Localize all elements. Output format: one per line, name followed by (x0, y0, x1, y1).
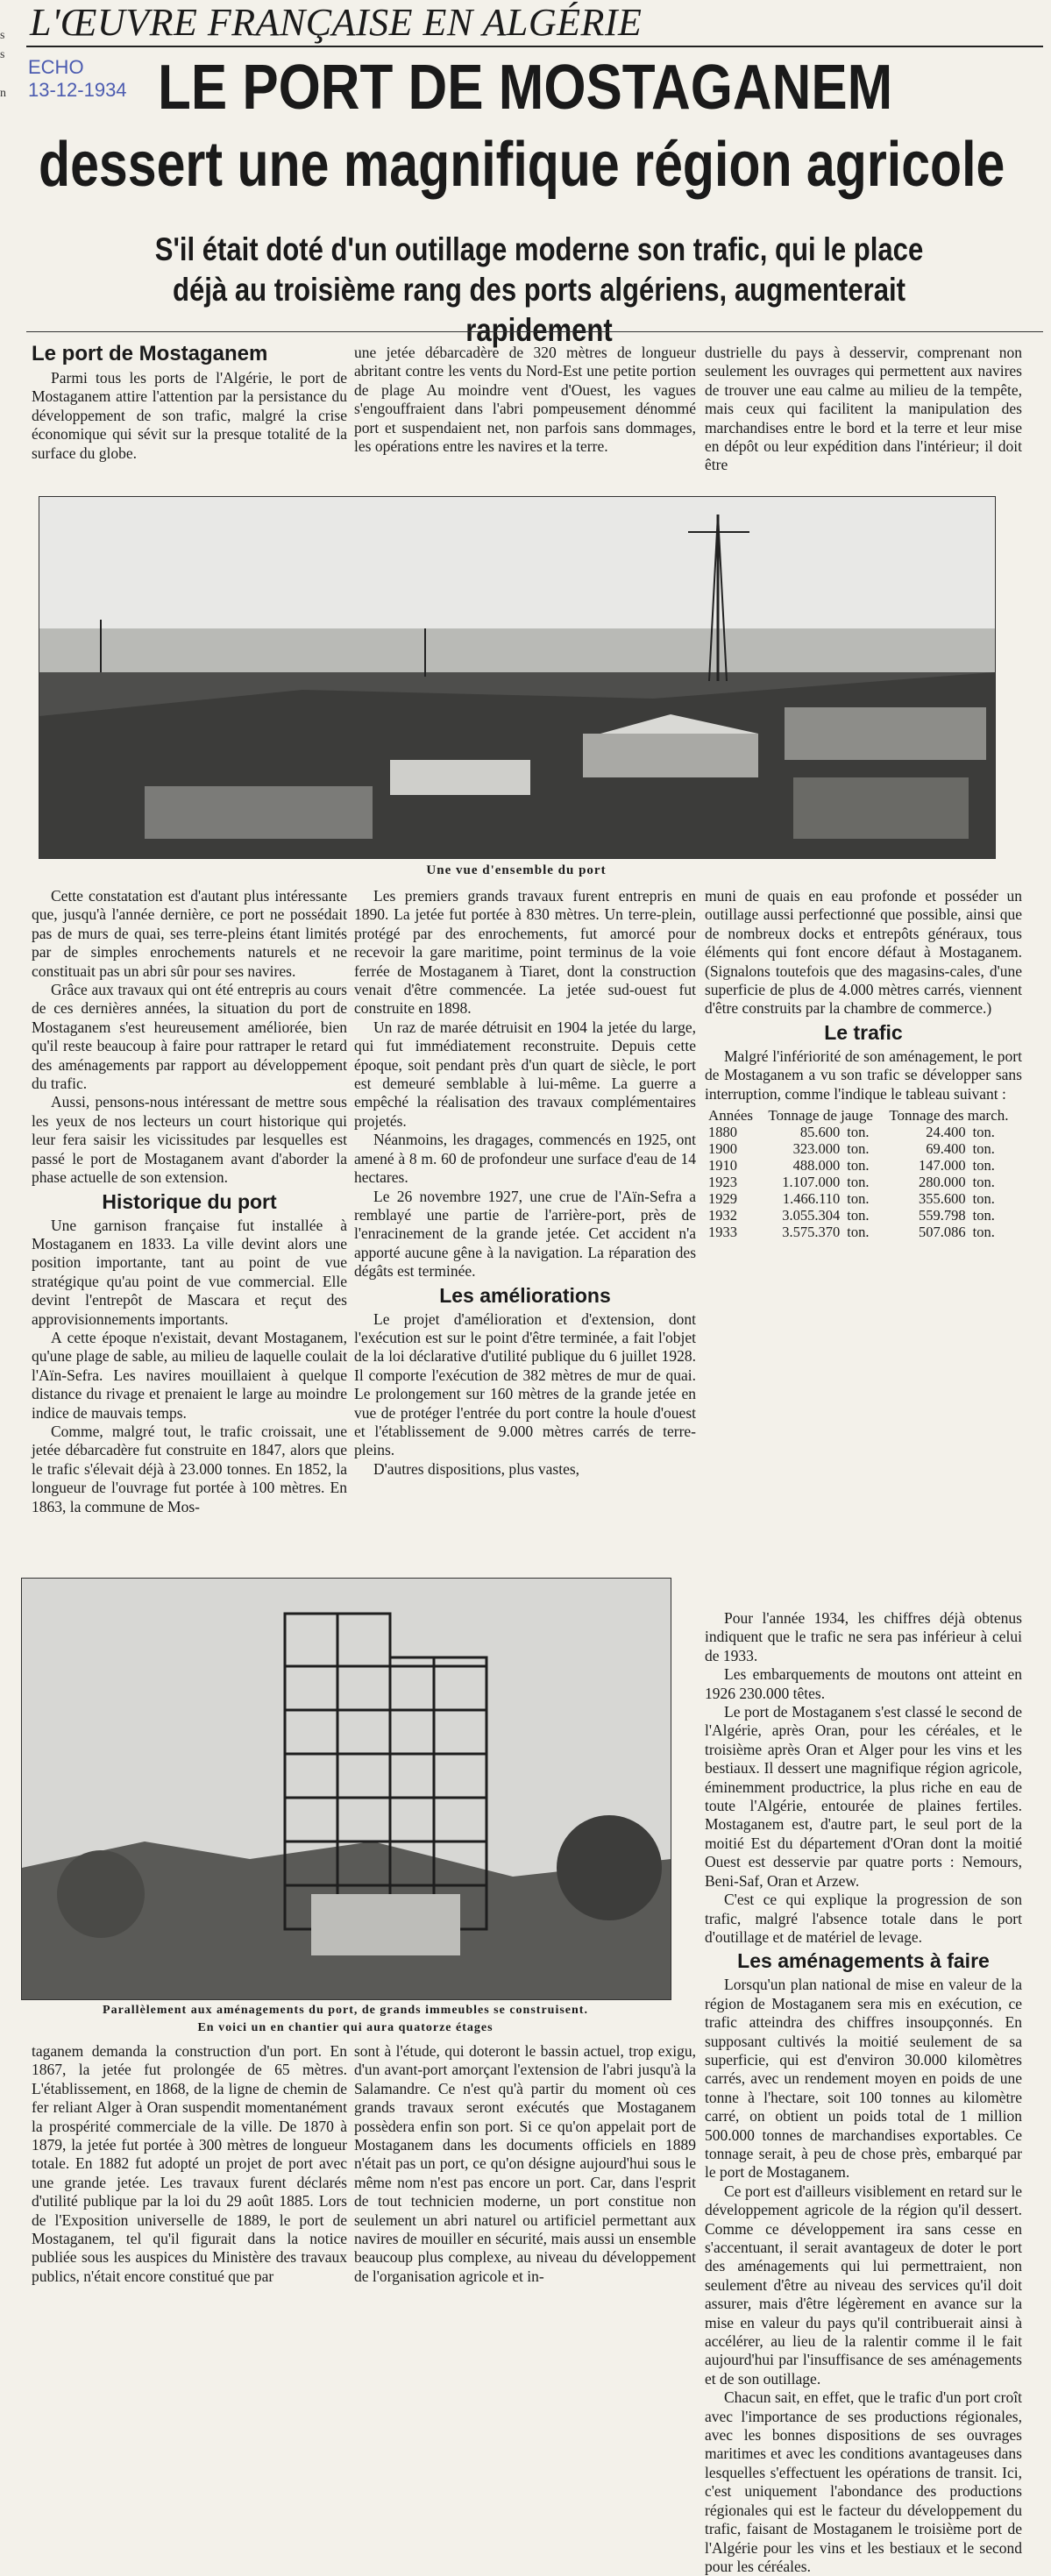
traffic-table-header (705, 1107, 1017, 1124)
history-column (32, 887, 347, 1571)
middle-col2-p5: Le projet d'amélioration et d'extension, dont l'exécution est sur le point d'être terminée, a fait l'objet de la loi déclarative d'utilité publique du 6 juillet 1928. Il comporte l'exécution de 382 mètres de mur de quai. Le prolongement sur 160 mètres de la grande jetée en vue de protéger l'entrée du port contre la houle d'ouest et l'établissement de 9.000 mètres carrés de terre-pleins. (354, 1309, 696, 1459)
port-photo-drawing (39, 497, 995, 858)
stamp-source: ECHO (28, 56, 84, 78)
right-p5: Lorsqu'un plan national de mise en valeur de la région de Mostaganem sera mis en exécution, ce trafic atteindra des chiffres insoupçonnés. En supposant cultivés la moitié seulement de sa superficie, qui est d'environ 30.000 kilomètres carrés, avec un rendement moyen en poids de une tonne à l'hectare, soit 100 tonnes au kilomètre carré, on obtient un poids total de 1 million 500.000 tonnes de marchandises exportables. Ce tonnage serait, à peu de chose près, embarqué par le port de Mostaganem. (705, 1976, 1022, 2182)
table-row: 1880 85.600 ton. 24.400 ton. (708, 1124, 995, 1141)
headline-line2: dessert une magnifique région agricole (39, 130, 1005, 200)
middle-col2-p3: Néanmoins, les dragages, commencés en 1925, ont amené à 8 m. 60 de profondeur une surface d'eau de 14 hectares. (354, 1131, 696, 1187)
photo2-caption-line1: Parallèlement aux aménagements du port, de grands immeubles se construisent. (103, 2004, 588, 2017)
header-rule (26, 46, 1043, 47)
bottom-col2-text: sont à l'étude, qui doteront le bassin actuel, trop exigu, d'un avant-port amorçant l'extension de l'abri jusqu'à la Salamandre. Ce n'est qu'à partir du moment où ces grands travaux seront exécutés que Mostaganem possèdera enfin son port. Si ce qu'on appelait port de Mostaganem dans les documents officiels en 1889 n'était pas un port, ce qu'on désigne aujourd'hui sous le même nom n'est pas encore un port. Car, dans l'esprit de tout technicien moderne, un port constitue non seulement un abri naturel ou artificiel permettant aux navires de mouiller en sécurité, mais aussi un ensemble beaucoup plus complexe, au niveau du développement de l'organisation agricole et in- (354, 2042, 696, 2285)
table-row: 1932 3.055.304 ton. 559.798 ton. (708, 1207, 995, 1224)
middle-col2-p2: Un raz de marée détruisit en 1904 la jetée du large, qui fut immédiatement reconstruite. Depuis cette époque, soit pendant près d'un quart de siècle, le port est demeuré semblable à lui-même. La guerre a empêché la réalisation des travaux complémentaires projetés. (354, 1018, 696, 1130)
planning-heading: Les aménagements à faire (737, 1949, 990, 1973)
construction-photo (21, 1578, 671, 2000)
right-p4: C'est ce qui explique la progression de son trafic, malgré l'absence totale dans le port d'outillage et de matériel de levage. (705, 1891, 1022, 1946)
col-header-goods: Tonnage des march. (889, 1107, 1009, 1125)
table-row: 1933 3.575.370 ton. 507.086 ton. (708, 1224, 995, 1241)
archive-stamp (28, 56, 127, 102)
table-row: 1900 323.000 ton. 69.400 ton. (708, 1140, 995, 1158)
traffic-table (705, 1107, 1017, 1240)
margin-fragment: s s n (0, 29, 6, 100)
middle-col2-p4: Le 26 novembre 1927, une crue de l'Aïn-Sefra a remblayé une partie de l'arrière-port, près de l'enracinement de la grande jetée. Cet accident n'a apporté aucune gêne à la navigation. La réparation des dégâts est terminée. (354, 1187, 696, 1281)
middle-col2-p6: D'autres dispositions, plus vastes, (373, 1459, 580, 1478)
right-column-lower (705, 1609, 1022, 2575)
history-heading: Historique du port (102, 1189, 277, 1213)
intro-col1-text: Parmi tous les ports de l'Algérie, le port de Mostaganem attire l'attention par la persistance du développement de son trafic, malgré la crise économique qui sévit sur la presque totalité de la surface du globe. (32, 369, 347, 462)
photo2-caption-line2: En voici un en chantier qui aura quatorze étages (197, 2021, 494, 2034)
middle-col3-p1: muni de quais en eau profonde et posséder un outillage aussi perfectionné que possible, ainsi que de nombreux docks et entrepôts généraux, tous éléments qui font encore défaut à Mostaganem. (Signalons toutefois que des magasins-cales, d'une superficie de plus de 4.000 mètres carrés, viennent d'être construits par la chambre de commerce.) (705, 887, 1022, 1018)
construction-photo-drawing (22, 1579, 671, 1999)
intro-heading: Le port de Mostaganem (32, 342, 268, 365)
subheadline: S'il était doté d'un outillage moderne son trafic, qui le place déjà au troisième rang des ports algériens, augmenterait rapidement (154, 231, 924, 348)
right-p3: Le port de Mostaganem s'est classé le second de l'Algérie, après Oran, pour les céréales, et le troisième après Oran et Alger pour les vins et les bestiaux. Il dessert une magnifique région agricole, éminemment productrice, la plus riche en eau de toute l'Algérie, entourée de plaines fertiles. Mostaganem est, d'autre part, le seul port de la moitié Est du département d'Oran dont la moitié Ouest est desservie par quatre ports : Nemours, Beni-Saf, Oran et Arzew. (705, 1703, 1022, 1890)
intro-col3-text: dustrielle du pays à desservir, comprenant non seulement les ouvrages qui permettent aux navires de trouver une eau calme au milieu de la tempête, mais ceux qui facilitent la manipulation des marchandises entre le bord et la terre et leur mise en dépôt ou leur expédition dans l'intérieur; il doit être (705, 344, 1022, 474)
right-p2: Les embarquements de moutons ont atteint en 1926 230.000 têtes. (705, 1665, 1022, 1702)
stamp-date: 13-12-1934 (28, 79, 127, 101)
right-p7: Chacun sait, en effet, que le trafic d'un port croît avec l'importance de ses productions régionales, avec les bonnes dispositions de ses ouvrages maritimes et avec les conditions avantageuses dans lesquelles s'effectuent les opérations de transit. Ici, c'est uniquement l'abondance des productions régionales qui est le facteur du développement du trafic, faisant de Mostaganem le troisième port de l'Algérie pour les vins et les bestiaux et le second pour les céréales. (705, 2388, 1022, 2575)
middle-col1-p1: Cette constatation est d'autant plus intéressante que, jusqu'à l'année dernière, ce port ne possédait pas de murs de quai, ses terre-pleins étant limités par de simples enrochements naturels et ne constituait pas un abri sûr pour ses navires. (32, 887, 347, 980)
bottom-col1-text: taganem demanda la construction d'un port. En 1867, la jetée fut prolongée de 65 mètres. L'établissement, en 1868, de la ligne de chemin de fer reliant Alger à Oran suspendit momentanément la prospérité commerciale de la ville. De 1870 à 1879, la jetée fut portée à 300 mètres de longueur totale. En 1882 fut adopté un projet de port avec une grande jetée. Les travaux furent déclarés d'utilité publique par la loi du 29 août 1885. Lors de l'Exposition universelle de 1889, le port de Mostaganem, tel qu'il figurait dans la notice publiée sous les auspices du Ministère des travaux publics, n'était encore constitué que par (32, 2042, 347, 2285)
right-p1: Pour l'année 1934, les chiffres déjà obtenus indiquent que le trafic ne sera pas inférieur à celui de 1933. (705, 1609, 1022, 1664)
middle-col3-p2: Malgré l'infériorité de son aménagement, le port de Mostaganem a vu son trafic se développer sans interruption, comme l'indique le tableau suivant : (705, 1047, 1022, 1103)
table-row: 1923 1.107.000 ton. 280.000 ton. (708, 1174, 995, 1191)
bottom-column-2 (354, 2042, 696, 2363)
headline-line1: LE PORT DE MOSTAGANEM (158, 53, 893, 123)
col-header-years: Années (708, 1107, 753, 1125)
middle-col1-p4: Une garnison française fut installée à Mostaganem en 1833. La ville devint alors une position importante, tant au point de vue stratégique qu'au point de vue commercial. Elle devint l'entrepôt de Mascara et reçut des approvisionnements importants. (32, 1216, 347, 1328)
intro-col2-text: une jetée débarcadère de 320 mètres de longueur abritant contre les vents du Nord-Est une petite portion de plage Au moindre vent d'Ouest, les vagues s'engouffraient dans l'abri pompeusement dénommé port et suspendaient net, non parfois sans dommages, les opérations entre les navires et la terre. (354, 344, 696, 456)
photo1-caption: Une vue d'ensemble du port (426, 863, 607, 877)
middle-col1-p2: Grâce aux travaux qui ont été entrepris au cours de ces dernières années, la situation du port de Mostaganem s'est heureusement améliorée, bien qu'il reste beaucoup à faire pour rattraper le retard des aménagements par rapport au développement du trafic. (32, 981, 347, 1093)
publication-title: L'ŒUVRE FRANÇAISE EN ALGÉRIE (30, 1, 643, 44)
middle-col1-p6: Comme, malgré tout, le trafic croissait, une jetée débarcadère fut construite en 1847, alors que le trafic s'élevait déjà à 23.000 tonnes. En 1852, la longueur de l'ouvrage fut portée à 100 mètres. En 1863, la commune de Mos- (32, 1422, 347, 1515)
right-p6: Ce port est d'ailleurs visiblement en retard sur le développement agricole de la région qu'il dessert. Comme ce développement ira sans cesse en s'accentuant, il serait avantageux de doter le port des aménagements qui lui permettraient, non seulement d'être au niveau des services qu'il doit assurer, mais d'être légèrement en avance sur la mise en valeur du pays qu'il contribuerait ainsi à accélérer, au lieu de la ralentir comme il le fait aujourd'hui par l'insuffisance de ses aménagements et de son outillage. (705, 2182, 1022, 2388)
intro-column-1 (32, 340, 347, 473)
table-row: 1910 488.000 ton. 147.000 ton. (708, 1157, 995, 1174)
col-header-gross: Tonnage de jauge (768, 1107, 873, 1125)
traffic-column (705, 887, 1022, 1606)
subheadline-rule (26, 331, 1043, 332)
improvements-column (354, 887, 696, 1571)
bottom-column-1 (32, 2042, 347, 2363)
table-row: 1929 1.466.110 ton. 355.600 ton. (708, 1190, 995, 1208)
intro-column-3 (705, 344, 1022, 473)
port-overview-photo (39, 496, 996, 859)
improvements-heading: Les améliorations (439, 1283, 611, 1307)
middle-col2-p1: Les premiers grands travaux furent entrepris en 1890. La jetée fut portée à 830 mètres. Un terre-plein, protégé par des enrochements, fut amorcé pour recevoir la gare maritime, point terminus de la voie ferrée de Mostaganem à Tiaret, dont la construction venait d'être commencée. La jetée sud-ouest fut construite en 1898. (354, 887, 696, 1018)
intro-column-2 (354, 344, 696, 473)
traffic-heading: Le trafic (824, 1020, 903, 1044)
middle-col1-p3: Aussi, pensons-nous intéressant de mettre sous les yeux de nos lecteurs un court historique qui leur fera saisir les vicissitudes par lesquelles est passé le port de Mostaganem avant d'aborder la phase actuelle de son extension. (32, 1093, 347, 1187)
middle-col1-p5: A cette époque n'existait, devant Mostaganem, qu'une plage de sable, au milieu de laquelle coulait l'Aïn-Sefra. Les navires mouillaient à quelque distance du rivage et prenaient le large au moindre indice de mauvais temps. (32, 1328, 347, 1422)
